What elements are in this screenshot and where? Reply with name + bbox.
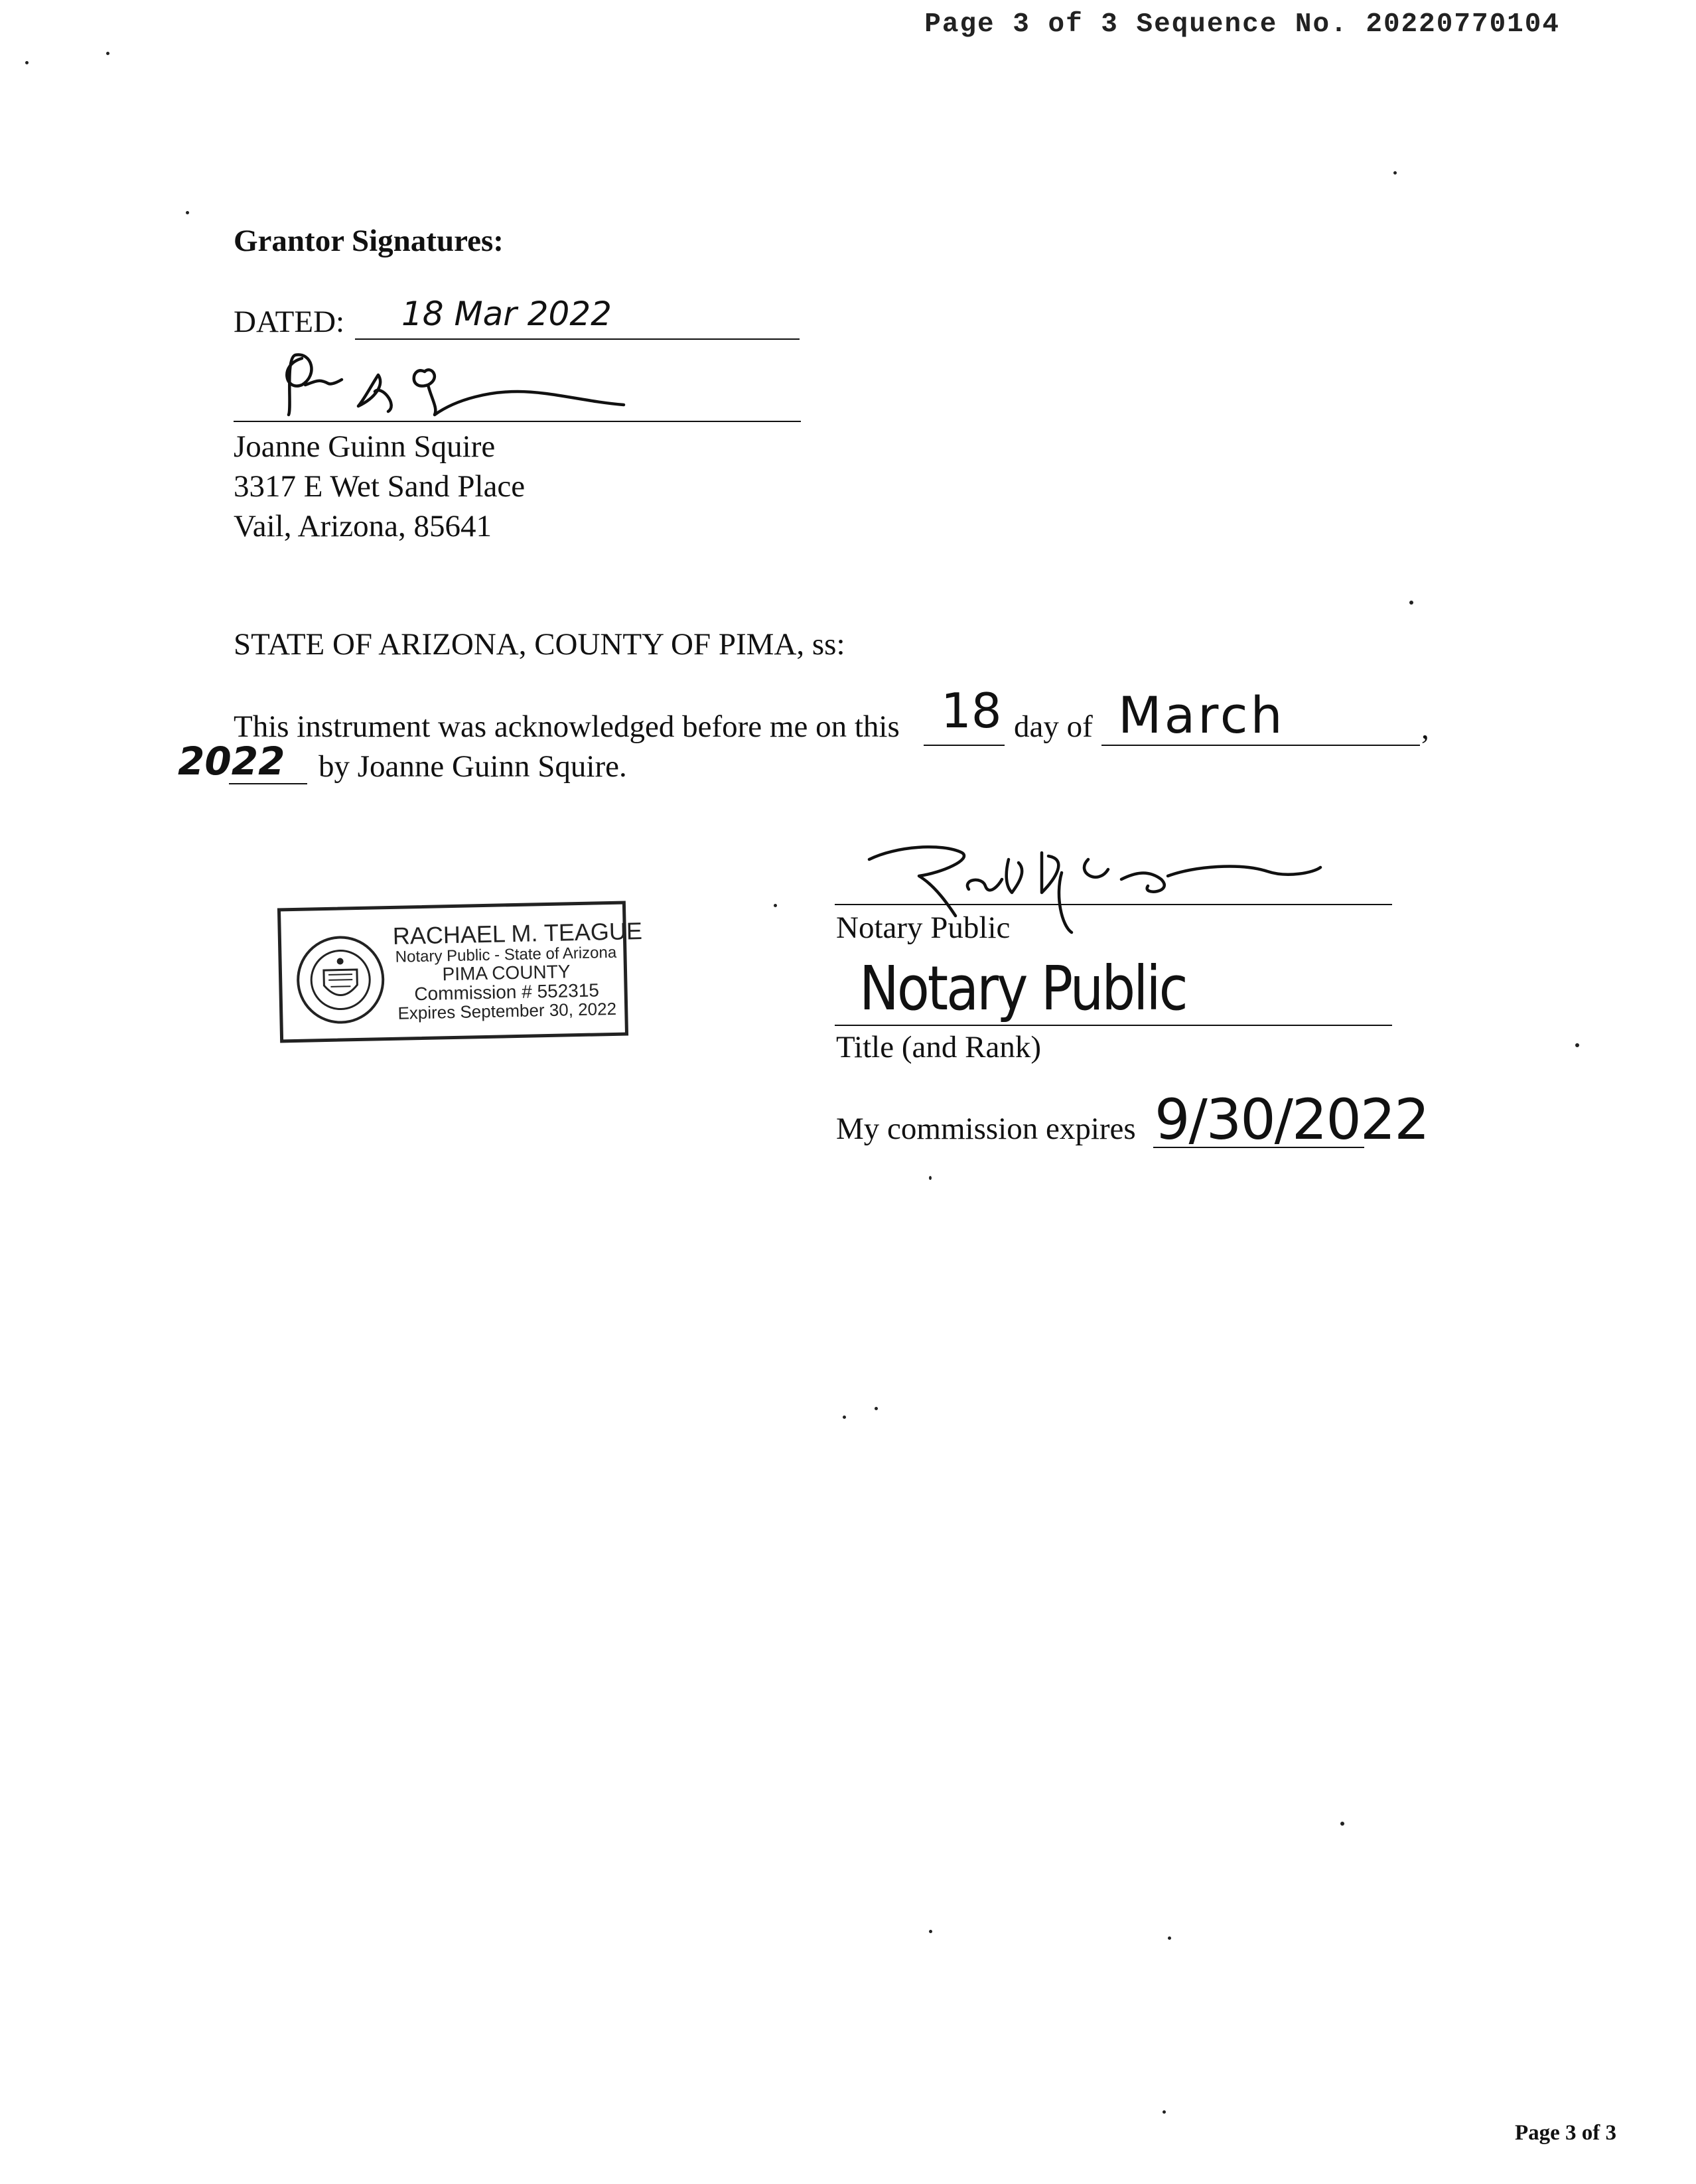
scan-speck [1575, 1043, 1579, 1047]
stamp-notary-name: RACHAEL M. TEAGUE [392, 917, 643, 950]
arizona-state-seal-icon [293, 932, 388, 1027]
page-footer: Page 3 of 3 [1514, 2121, 1616, 2145]
commission-expires-label: My commission expires [836, 1112, 1136, 1146]
dated-line [355, 338, 800, 340]
title-and-rank-label: Title (and Rank) [836, 1030, 1041, 1064]
acknowledgment-by-text: by Joanne Guinn Squire. [318, 749, 627, 784]
month-handwritten-value: March [1118, 686, 1285, 745]
grantor-signature [265, 345, 664, 425]
scan-speck [1409, 601, 1413, 605]
notary-stamp [277, 901, 643, 1043]
scan-speck [929, 1176, 932, 1180]
month-line [1101, 745, 1420, 746]
scan-speck [1340, 1822, 1344, 1826]
notary-public-label: Notary Public [836, 910, 1011, 945]
stamp-title: Notary Public - State of Arizona [395, 943, 617, 966]
title-line [835, 1025, 1392, 1026]
stamp-commission-number: Commission # 552315 [414, 980, 600, 1005]
grantor-address-line2: Vail, Arizona, 85641 [234, 509, 492, 544]
stamp-county: PIMA COUNTY [442, 961, 571, 985]
scan-speck [1393, 171, 1397, 175]
notary-signature-line [835, 904, 1392, 905]
year-line [229, 783, 307, 784]
dated-label: DATED: [234, 305, 345, 339]
day-of-label: day of [1014, 709, 1093, 744]
scan-speck [774, 904, 777, 907]
venue-line: STATE OF ARIZONA, COUNTY OF PIMA, ss: [234, 627, 845, 662]
acknowledgment-text: This instrument was acknowledged before me on this [234, 709, 900, 744]
grantor-name: Joanne Guinn Squire [234, 429, 496, 464]
scan-speck [1163, 2110, 1166, 2114]
scan-speck [106, 52, 109, 55]
scan-speck [929, 1930, 932, 1933]
stamp-expiration: Expires September 30, 2022 [397, 998, 617, 1023]
grantor-signatures-heading: Grantor Signatures: [234, 224, 504, 258]
title-handwritten-value: Notary Public [859, 952, 1186, 1024]
scan-speck [25, 61, 29, 64]
grantor-address-line1: 3317 E Wet Sand Place [234, 469, 526, 504]
dated-handwritten-value: 18 Mar 2022 [401, 295, 612, 333]
day-handwritten-value: 18 [941, 683, 1002, 739]
scan-speck [843, 1416, 846, 1419]
grantor-signature-line [234, 421, 801, 422]
year-handwritten-value: 2022 [178, 739, 285, 784]
scan-speck [186, 211, 189, 214]
page-sequence-header: Page 3 of 3 Sequence No. 20220770104 [924, 9, 1560, 40]
day-line [924, 745, 1005, 746]
commission-handwritten-value: 9/30/2022 [1155, 1087, 1429, 1152]
comma: , [1421, 711, 1429, 746]
scan-speck [875, 1407, 878, 1410]
scan-speck [1168, 1936, 1171, 1940]
